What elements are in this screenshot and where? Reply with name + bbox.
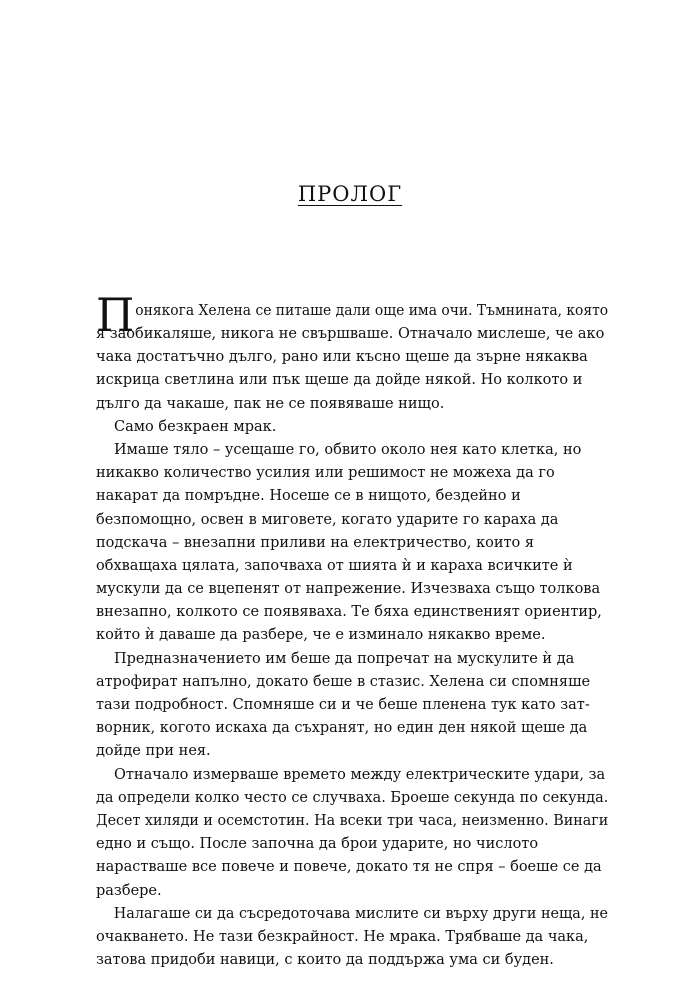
text-line: Предназначението им беше да попречат на мускулите ѝ да [114,650,575,667]
text-line: затова придоби навици, с които да поддържа ума си буден. [96,952,554,969]
text-line: който ѝ даваше да разбере, че е изминало някакво време. [96,627,546,644]
text-line: Налагаше си да съсредоточава мислите си върху други неща, не [113,905,609,922]
text-line: ворник, когото искаха да съхранят, но един ден някой щеше да [96,720,588,737]
drop-cap: П [96,288,135,342]
text-line: я заобикаляше, никога не свършваше. Отначало мислеше, че ако [96,326,605,342]
text-line: искрица светлина или пък щеше да дойде някой. Но колкото и [96,372,583,389]
text-line: чака достатъчно дълго, рано или късно щеше да зърне някаква [96,349,588,366]
text-line: Отначало измерваше времето между електрическите удари, за [114,766,606,783]
text-line: Само безкраен мрак. [114,418,277,435]
text-line: мускули да се вцепенят от напрежение. Изчезваха също толкова [96,581,601,598]
text-line: тази подробност. Спомняше си и че беше пленена тук като зат- [96,697,590,713]
text-line: атрофират напълно, докато беше в стазис. Хелена си спомняше [96,673,591,690]
chapter-title: ПРОЛОГ [297,182,403,206]
text-line: дълго да чакаше, пак не се появяваше нищо. [96,395,445,412]
chapter-body-text [96,288,609,972]
text-line: обхващаха цялата, започваха от шията ѝ и караха всичките ѝ [96,557,573,574]
text-line: накарат да помръдне. Носеше се в нищото, бездейно и [96,488,521,505]
text-line: подскача – внезапни приливи на електричество, които я [96,534,535,551]
text-line: разбере. [96,882,162,899]
text-line-content: онякога Хелена се питаше дали още има очи. Тъмнината, която [135,303,609,319]
text-line: дойде при нея. [96,743,211,760]
text-line: внезапно, колкото се появяваха. Те бяха единственият ориентир, [96,604,602,621]
text-line: едно и също. После започна да брои ударите, но числото [96,836,539,853]
text-line: Десет хиляди и осемстотин. На всеки три часа, неизменно. Винаги [96,812,609,829]
text-line: очакването. Не тази безкрайност. Не мрака. Трябваше да чака, [96,928,589,945]
text-line: Имаше тяло – усещаше го, обвито около нея като клетка, но [114,441,582,458]
text-line: безпомощно, освен в миговете, когато ударите го караха да [96,511,559,528]
text-line: нарастваше все повече и повече, докато тя не спря – боеше се да [96,859,602,876]
text-line: да определи колко често се случваха. Броеше секунда по секунда. [96,789,609,806]
text-line: никакво количество усилия или решимост не можеха да го [96,465,555,482]
